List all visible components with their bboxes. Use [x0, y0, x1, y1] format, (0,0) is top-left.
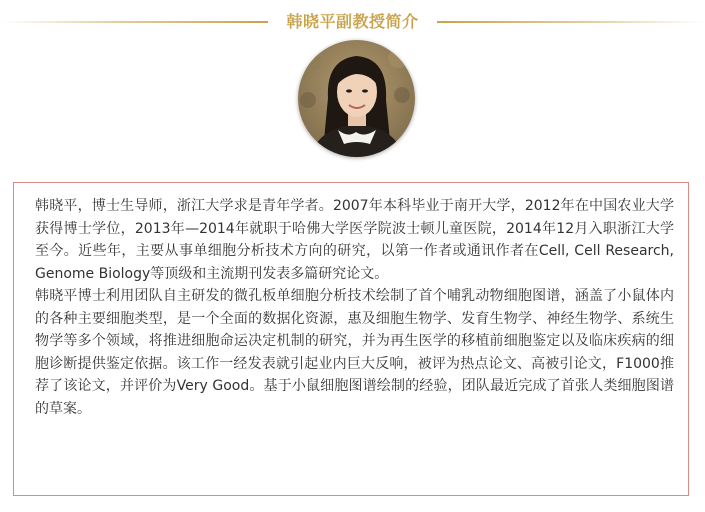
bio-paragraph-1: 韩晓平，博士生导师，浙江大学求是青年学者。2007年本科毕业于南开大学，2012年在中国农业大学获得博士学位，2013年—2014年就职于哈佛大学医学院波士顿儿童医院，2014年12月入职浙江大学至今。近些年，主要从事单细胞分析技术方向的研究，以第一作者或通讯作者在Cell, Cell Research, Genome Biology等顶级和主流期刊发表多篇研究论文。 [35, 198, 674, 282]
header-divider-right [437, 21, 705, 23]
section-header [0, 8, 705, 36]
bio-box [13, 182, 689, 496]
portrait-image [298, 40, 415, 157]
portrait-photo [298, 40, 415, 157]
section-title: 韩晓平副教授简介 [286, 12, 419, 31]
bio-paragraph-2: 韩晓平博士利用团队自主研发的微孔板单细胞分析技术绘制了首个哺乳动物细胞图谱，涵盖了小鼠体内的各种主要细胞类型，是一个全面的数据化资源，惠及细胞生物学、发育生物学、神经生物学、系统生物学等多个领域，将推进细胞命运决定机制的研究，并为再生医学的移植前细胞鉴定以及临床疾病的细胞诊断提供鉴定依据。该工作一经发表就引起业内巨大反响，被评为热点论文、高被引论文，F1000推荐了该论文，并评价为Very Good。基于小鼠细胞图谱绘制的经验，团队最近完成了首张人类细胞图谱的草案。 [35, 288, 674, 417]
header-divider-left [0, 21, 268, 23]
